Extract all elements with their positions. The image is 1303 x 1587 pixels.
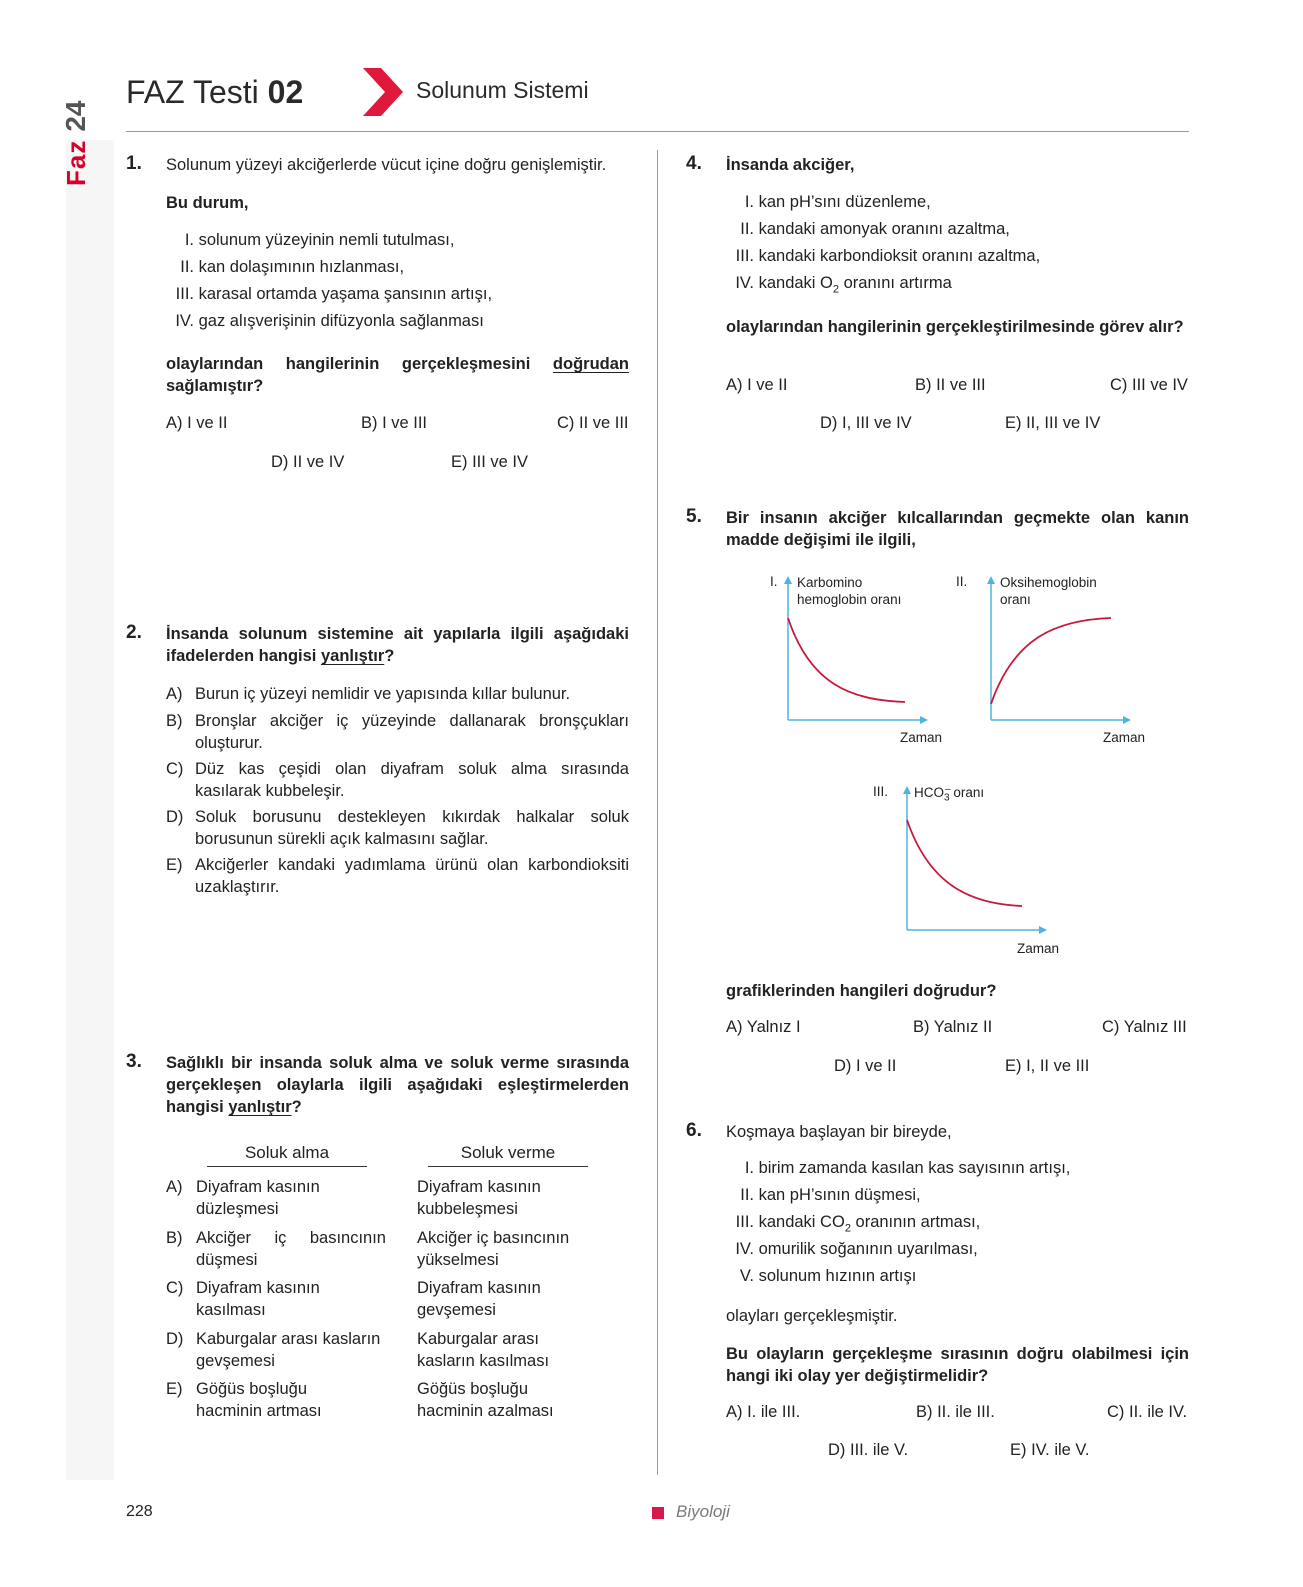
inhale-cell: Göğüs boşluğu hacminin artması [196,1380,322,1420]
graph-2-plot [983,574,1143,726]
list-item: I. birim zamanda kasılan kas sayısının artışı, [744,1159,1071,1177]
question-lead: Bu durum, [166,194,249,212]
list-item: V. solunum hızının artışı [739,1267,917,1285]
page-number: 228 [126,1503,153,1520]
y-axis [903,786,911,930]
column-divider [657,150,658,1475]
question-prompt: Bu olayların gerçekleşme sırasının doğru olabilmesi için hangi iki olay yer değiştirmelidir? [726,1345,1189,1385]
square-bullet-icon [652,1507,664,1519]
list-item: III. kandaki $CO_2$ oranının artması, [735,1213,981,1235]
answer-option-a[interactable]: A) I ve II [726,376,788,394]
answer-option-c[interactable]: C) Yalnız III [1102,1018,1187,1036]
list-item: II. kandaki amonyak oranını azaltma, [740,220,1010,238]
answer-option-e[interactable]: E) IV. ile V. [1010,1441,1090,1459]
answer-option-c[interactable]: C) III ve IV [1110,376,1188,394]
list-item: II. kan dolaşımının hızlanması, [180,258,405,276]
answer-option-b[interactable]: B) II. ile III. [916,1403,995,1421]
decreasing-curve [788,618,905,702]
question-number: 2. [126,622,142,643]
question-number: 5. [686,506,702,527]
question-stem: Sağlıklı bir insanda soluk alma ve soluk verme sırasında gerçekleşen olaylarla ilgili aşağıdaki eşleştirmelerden hangisi yanlıştır? [166,1054,629,1116]
inhale-cell: Kaburgalar arası kasların gevşemesi [196,1330,381,1370]
answer-option-a[interactable]: A) Burun iç yüzeyi nemlidir ve yapısında kıllar bulunur. [166,685,571,703]
answer-option-b[interactable]: B) Yalnız II [913,1018,993,1036]
answer-option-b[interactable]: B) II ve III [915,376,986,394]
exhale-cell: Kaburgalar arası kasların kasılması [417,1330,550,1370]
exhale-cell: Diyafram kasının gevşemesi [417,1279,541,1319]
header-underline [207,1166,367,1167]
list-item: II. kan pH’sının düşmesi, [740,1186,921,1204]
list-item: IV. gaz alışverişinin difüzyonla sağlanması [175,312,484,330]
list-item: I. solunum yüzeyinin nemli tutulması, [184,231,455,249]
header-underline [428,1166,588,1167]
option-letter: E) [166,1380,183,1398]
subject-label: Biyoloji [676,1502,730,1521]
question-prompt: olaylarından hangilerinin gerçekleştirilmesinde görev alır? [726,318,1184,336]
y-axis [784,576,792,720]
question-stem: İnsanda solunum sistemine ait yapılarla ilgili aşağıdaki ifadelerden hangisi yanlıştır? [166,625,629,665]
graph-number: II. [956,574,968,589]
test-title [126,74,303,111]
column-header-exhale: Soluk verme [460,1143,556,1162]
graph-y-label: Oksihemoglobin oranı [1000,575,1097,607]
list-item: III. karasal ortamda yaşama şansının artışı, [175,285,493,303]
answer-option-b[interactable]: B) I ve III [361,414,428,432]
decreasing-curve [907,820,1022,906]
graph-y-label: Karbomino hemoglobin oranı [797,575,902,607]
answer-option-d[interactable]: D) I ve II [834,1057,897,1075]
answer-option-d[interactable]: D) Soluk borusunu destekleyen kıkırdak halkalar soluk borusunun sürekli açık kalmasını sağlar. [166,808,629,848]
list-item: I. kan pH’sını düzenleme, [744,193,931,211]
graph-x-label: Zaman [900,730,943,745]
answer-option-c[interactable]: C) Düz kas çeşidi olan diyafram soluk alma sırasında kasılarak kubbeleşir. [166,760,629,800]
inhale-cell: Akciğer iç basıncının düşmesi [196,1229,386,1269]
column-header-inhale: Soluk alma [244,1143,330,1162]
increasing-curve [991,618,1111,704]
test-series: FAZ Testi [126,74,259,110]
side-tab [60,86,92,186]
list-item: IV. kandaki $O_2$ oranını artırma [735,274,952,296]
test-topic: Solunum Sistemi [416,77,589,103]
graph-x-label: Zaman [1103,730,1146,745]
exhale-cell: Göğüs boşluğu hacminin azalması [417,1380,554,1420]
question-number: 1. [126,153,142,174]
graph-3-plot [899,784,1059,936]
option-letter: D) [166,1330,184,1348]
exhale-cell: Akciğer iç basıncının yükselmesi [417,1229,570,1269]
option-letter: C) [166,1279,184,1297]
answer-option-b[interactable]: B) Bronşlar akciğer iç yüzeyinde dallanarak bronşçukları oluşturur. [166,712,629,752]
question-number: 6. [686,1120,702,1141]
header-divider [126,131,1189,132]
list-item: III. kandaki karbondioksit oranını azaltma, [735,247,1041,265]
x-axis [991,716,1131,724]
answer-option-d[interactable]: D) I, III ve IV [820,414,912,432]
question-stem: İnsanda akciğer, [726,156,855,174]
answer-option-c[interactable]: C) II ve III [557,414,629,432]
graph-x-label: Zaman [1017,941,1060,956]
answer-option-d[interactable]: D) II ve IV [271,453,345,471]
question-stem: Solunum yüzeyi akciğerlerde vücut içine doğru genişlemiştir. [166,156,607,174]
test-number: 02 [267,74,304,110]
inhale-cell: Diyafram kasının kasılması [196,1279,320,1319]
option-letter: B) [166,1229,183,1247]
answer-option-e[interactable]: E) II, III ve IV [1005,414,1101,432]
question-prompt: grafiklerinden hangileri doğrudur? [726,982,997,1000]
answer-option-a[interactable]: A) I ve II [166,414,228,432]
answer-option-e[interactable]: E) III ve IV [451,453,529,471]
graph-number: I. [770,574,778,589]
list-item: IV. omurilik soğanının uyarılması, [735,1240,978,1258]
graph-y-label: $HCO_3$ – oranı [914,784,985,804]
question-stem: Bir insanın akciğer kılcallarından geçmekte olan kanın madde değişimi ile ilgili, [726,509,1189,549]
answer-option-a[interactable]: A) Yalnız I [726,1018,801,1036]
x-axis [907,926,1047,934]
question-note: olayları gerçekleşmiştir. [726,1307,898,1325]
graph-number: III. [873,784,889,799]
chevron-right-icon [363,68,403,116]
exhale-cell: Diyafram kasının kubbeleşmesi [417,1178,541,1218]
side-tab-number: 24 [60,100,91,132]
question-number: 4. [686,153,702,174]
question-number: 3. [126,1051,142,1072]
answer-option-e[interactable]: E) Akciğerler kandaki yadımlama ürünü olan karbondioksiti uzaklaştırır. [166,856,629,896]
inhale-cell: Diyafram kasının düzleşmesi [196,1178,320,1218]
answer-option-c[interactable]: C) II. ile IV. [1107,1403,1188,1421]
side-tab-brand: Faz [61,139,91,186]
answer-option-d[interactable]: D) III. ile V. [828,1441,909,1459]
side-strip [66,140,114,1480]
question-stem: Koşmaya başlayan bir bireyde, [726,1123,952,1141]
graph-1-plot [780,574,940,726]
question-prompt: olaylarından hangilerinin gerçekleşmesini doğrudan sağlamıştır? [166,355,629,395]
answer-option-a[interactable]: A) I. ile III. [726,1403,801,1421]
answer-option-e[interactable]: E) I, II ve III [1005,1057,1090,1075]
option-letter: A) [166,1178,183,1196]
x-axis [788,716,928,724]
